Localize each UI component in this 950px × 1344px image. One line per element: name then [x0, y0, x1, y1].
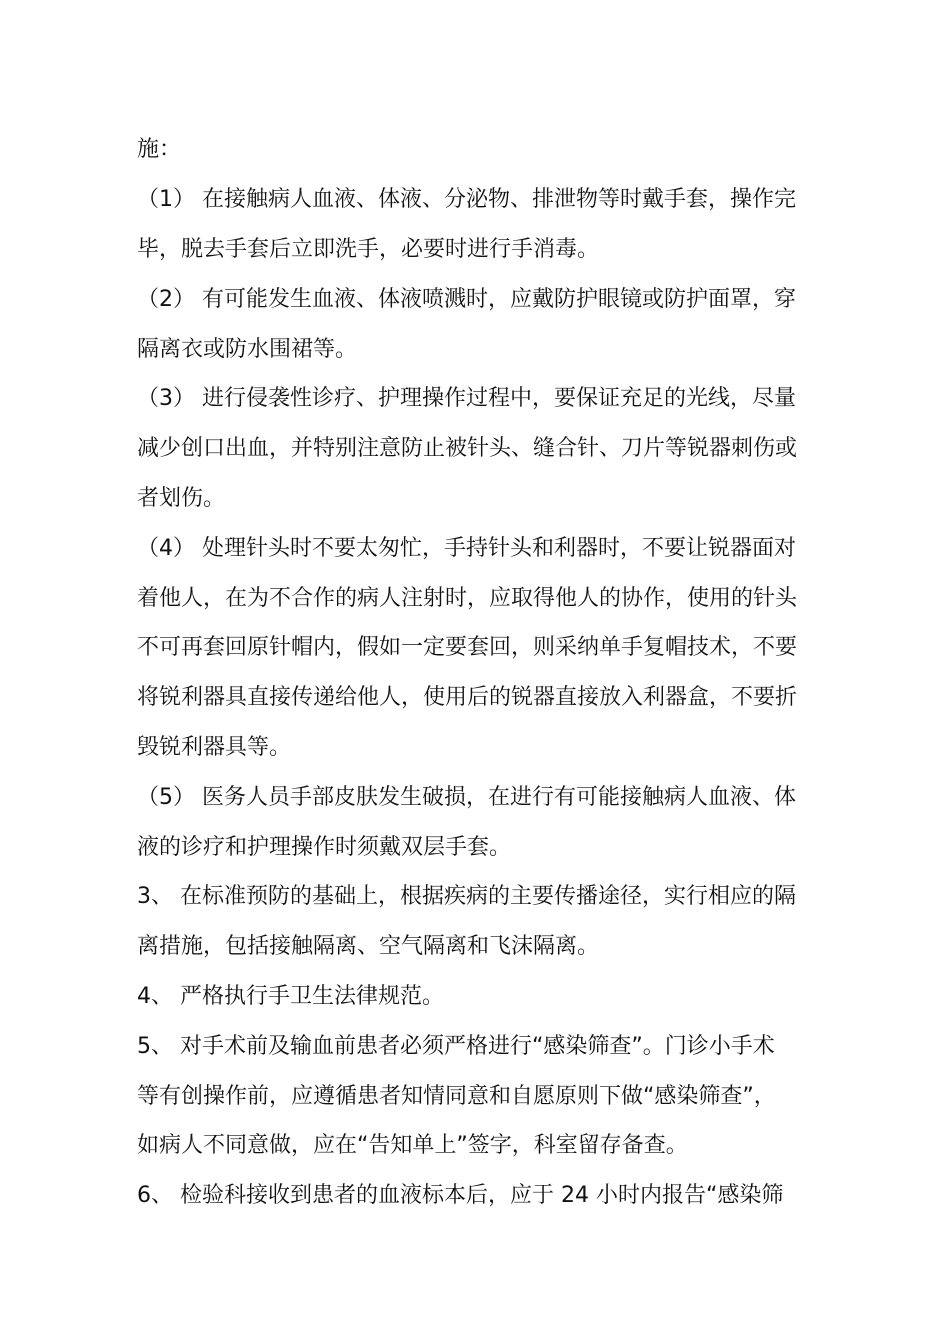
- text-line: （3） 进行侵袭性诊疗、护理操作过程中，要保证充足的光线，尽量: [137, 386, 796, 411]
- text-line: 液的诊疗和护理操作时须戴双层手套。: [137, 835, 512, 860]
- text-line: 减少创口出血，并特别注意防止被针头、缝合针、刀片等锐器刺伤或: [137, 436, 798, 461]
- text-line: 毁锐利器具等。: [137, 735, 292, 760]
- text-line: （4） 处理针头时不要太匆忙，手持针头和利器时，不要让锐器面对: [137, 536, 796, 561]
- text-line: 隔离衣或防水围裙等。: [137, 337, 358, 362]
- text-line: 不可再套回原针帽内，假如一定要套回，则采纳单手复帽技术，不要: [137, 635, 798, 660]
- text-line: 着他人，在为不合作的病人注射时，应取得他人的协作，使用的针头: [137, 586, 798, 611]
- text-line: 毕，脱去手套后立即洗手，必要时进行手消毒。: [137, 237, 600, 262]
- text-line: 施：: [137, 137, 182, 162]
- text-line: 6、 检验科接收到患者的血液标本后，应于 24 小时内报告“感染筛: [137, 1183, 784, 1208]
- text-line: （2） 有可能发生血液、体液喷溅时，应戴防护眼镜或防护面罩，穿: [137, 287, 796, 312]
- text-line: （1） 在接触病人血液、体液、分泌物、排泄物等时戴手套，操作完: [137, 187, 796, 212]
- text-line: 等有创操作前，应遵循患者知情同意和自愿原则下做“感染筛查”，: [137, 1084, 776, 1109]
- text-line: 4、 严格执行手卫生法律规范。: [137, 984, 444, 1009]
- text-line: 离措施，包括接触隔离、空气隔离和飞沫隔离。: [137, 934, 600, 959]
- text-line: 将锐利器具直接传递给他人，使用后的锐器直接放入利器盒，不要折: [137, 685, 798, 710]
- text-line: 者划伤。: [137, 486, 226, 511]
- text-line: （5） 医务人员手部皮肤发生破损，在进行有可能接触病人血液、体: [137, 785, 796, 810]
- text-line: 如病人不同意做，应在“告知单上”签字，科室留存备查。: [137, 1133, 688, 1158]
- text-line: 3、 在标准预防的基础上，根据疾病的主要传播途径，实行相应的隔: [137, 884, 796, 909]
- text-line: 5、 对手术前及输血前患者必须严格进行“感染筛查”。门诊小手术: [137, 1034, 775, 1059]
